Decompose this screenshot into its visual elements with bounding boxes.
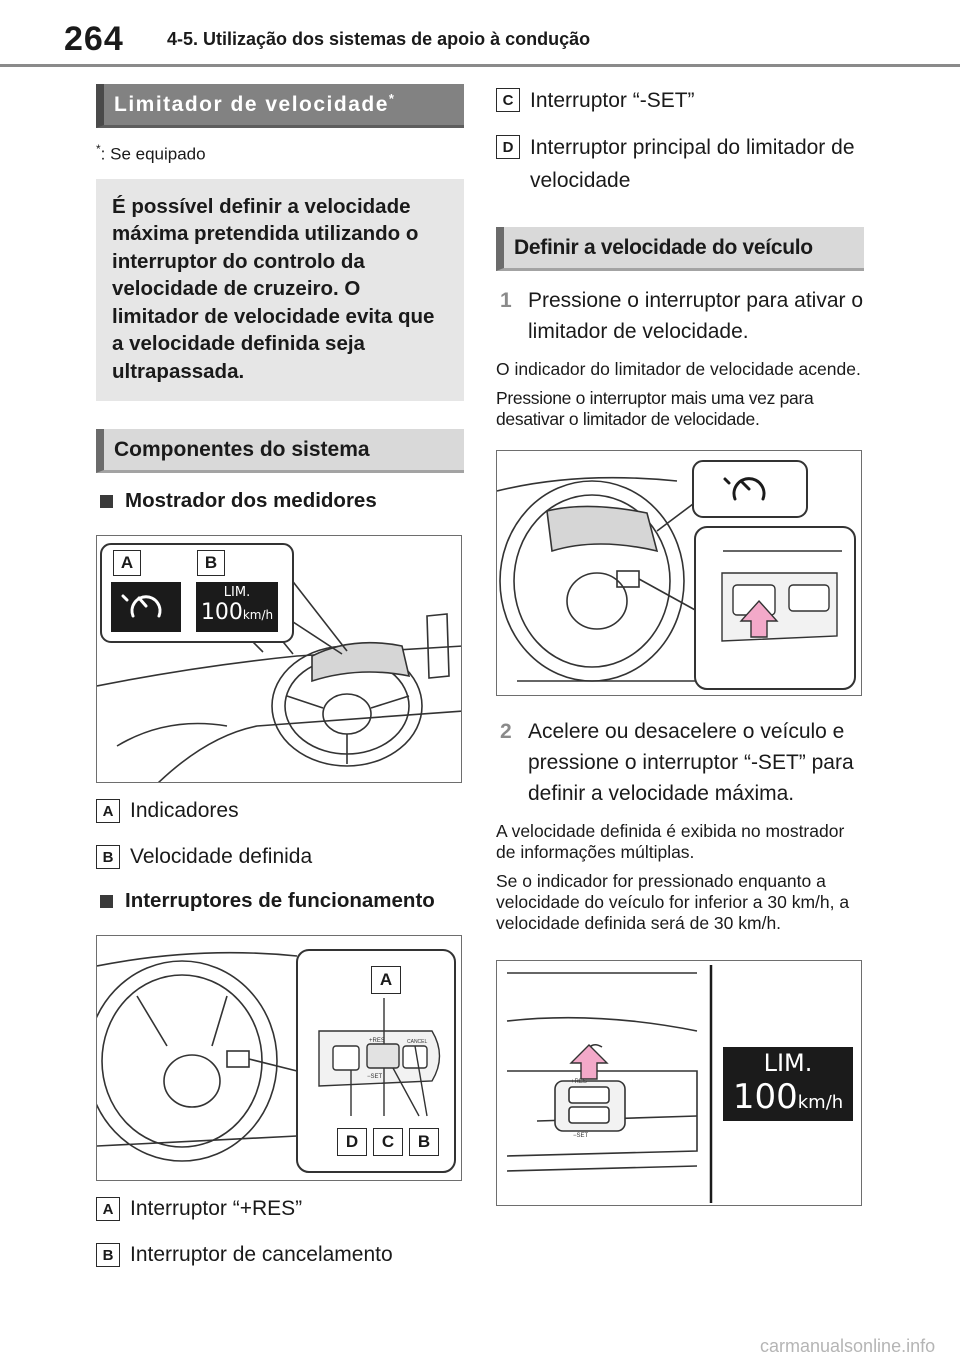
switches-figure	[96, 935, 462, 1181]
components-section-title: Componentes do sistema	[114, 437, 370, 461]
step-1-note-1: O indicador do limitador de velocidade acende.	[496, 359, 861, 379]
intro-box	[96, 179, 464, 402]
step-2-note-2: Se o indicador for pressionado enquanto a velocidade do veículo for inferior a 30 km/h, a velocidade definida será de 30 km/h.	[496, 871, 850, 933]
main-switch-figure	[496, 450, 862, 696]
footnote	[96, 142, 464, 165]
set-switch-label: −SET	[367, 1074, 383, 1081]
switches-subheading-text: Interruptores de funcionamento	[125, 889, 435, 913]
left-column	[96, 84, 464, 1267]
step-text: Acelere ou desacelere o veículo e pressione o interruptor “-SET” para definir a velocidade máxima.	[528, 720, 854, 805]
components-section-heading	[96, 429, 464, 473]
legend-text: Interruptor “+RES”	[130, 1197, 303, 1221]
bullet-square-icon	[100, 495, 113, 508]
press-arrow-icon	[571, 1045, 607, 1079]
lim-value: 100	[732, 1077, 798, 1117]
step-number: 2	[500, 720, 512, 743]
set-switch-label: −SET	[573, 1133, 589, 1139]
legend-letter: A	[96, 799, 120, 823]
lim-unit: km/h	[797, 1092, 844, 1113]
meters-figure	[96, 535, 462, 783]
lim-label: LIM.	[763, 1049, 813, 1077]
equipped-mark: *	[388, 91, 396, 106]
step-2	[496, 716, 864, 809]
callout-b: B	[197, 550, 225, 576]
set-speed-section-heading	[496, 227, 864, 271]
legend-item-d	[496, 131, 864, 197]
legend-letter: B	[96, 1243, 120, 1267]
header-rule	[0, 64, 960, 67]
meters-subheading-text: Mostrador dos medidores	[125, 489, 377, 513]
set-speed-section-title: Definir a velocidade do veículo	[514, 235, 813, 259]
step-text: Pressione o interruptor para ativar o limitador de velocidade.	[528, 289, 864, 343]
legend-text: Velocidade definida	[130, 845, 313, 869]
legend-item-b	[96, 1243, 464, 1267]
step-1	[496, 285, 864, 347]
legend-text: Indicadores	[130, 799, 239, 823]
res-switch-label: +RES	[369, 1038, 385, 1045]
footnote-mark: *	[96, 142, 101, 156]
cancel-switch-label: CANCEL	[407, 1039, 428, 1046]
footnote-text: : Se equipado	[100, 144, 206, 164]
res-switch-label: +RES	[571, 1079, 587, 1085]
legend-letter: B	[96, 845, 120, 869]
intro-text: É possível definir a velocidade máxima pretendida utilizando o interruptor do controlo da velocidade de cruzeiro. O limitador de velocidade evita que a velocidade definida seja ultrapassada.	[112, 194, 435, 383]
legend-item-a	[96, 799, 464, 823]
watermark: carmanualsonline.info	[760, 1336, 936, 1356]
legend-item-c	[496, 84, 864, 117]
step-2-note-1: A velocidade definida é exibida no mostrador de informações múltiplas.	[496, 821, 845, 862]
meters-subheading	[96, 489, 464, 513]
legend-letter: D	[496, 135, 520, 159]
legend-letter: A	[96, 1197, 120, 1221]
meters-legend	[96, 799, 464, 869]
chapter-title: 4-5. Utilização dos sistemas de apoio à condução	[167, 29, 591, 49]
switch-callout-b: B	[409, 1128, 439, 1156]
lim-label: LIM.	[223, 585, 251, 601]
legend-letter: C	[496, 88, 520, 112]
steering-switch-illustration	[97, 936, 462, 1181]
lim-unit: km/h	[242, 608, 274, 623]
callout-a: A	[113, 550, 141, 576]
step-number: 1	[500, 289, 512, 312]
limiter-section-heading	[96, 84, 464, 128]
bullet-square-icon	[100, 895, 113, 908]
switches-legend	[96, 1197, 464, 1267]
legend-text: Interruptor “-SET”	[530, 89, 695, 112]
legend-text: Interruptor de cancelamento	[130, 1243, 393, 1267]
lim-value: 100	[200, 600, 243, 626]
switch-callout-c: C	[373, 1128, 403, 1156]
legend-item-b	[96, 845, 464, 869]
set-speed-display	[723, 1047, 853, 1121]
step-1-note-2: Pressione o interruptor mais uma vez para desativar o limitador de velocidade.	[496, 388, 814, 429]
dashboard-illustration	[97, 536, 462, 783]
page-header	[0, 0, 960, 66]
page-number: 264	[64, 20, 124, 58]
legend-item-a	[96, 1197, 464, 1221]
limiter-section-title: Limitador de velocidade	[114, 92, 389, 116]
switch-callout-a: A	[371, 966, 401, 994]
switch-callout-d: D	[337, 1128, 367, 1156]
switches-subheading	[96, 889, 464, 913]
legend-text: Interruptor principal do limitador de velocidade	[530, 136, 855, 192]
set-speed-display	[196, 582, 278, 632]
right-column	[496, 84, 864, 1206]
main-switch-illustration	[497, 451, 862, 696]
set-switch-figure	[496, 960, 862, 1206]
